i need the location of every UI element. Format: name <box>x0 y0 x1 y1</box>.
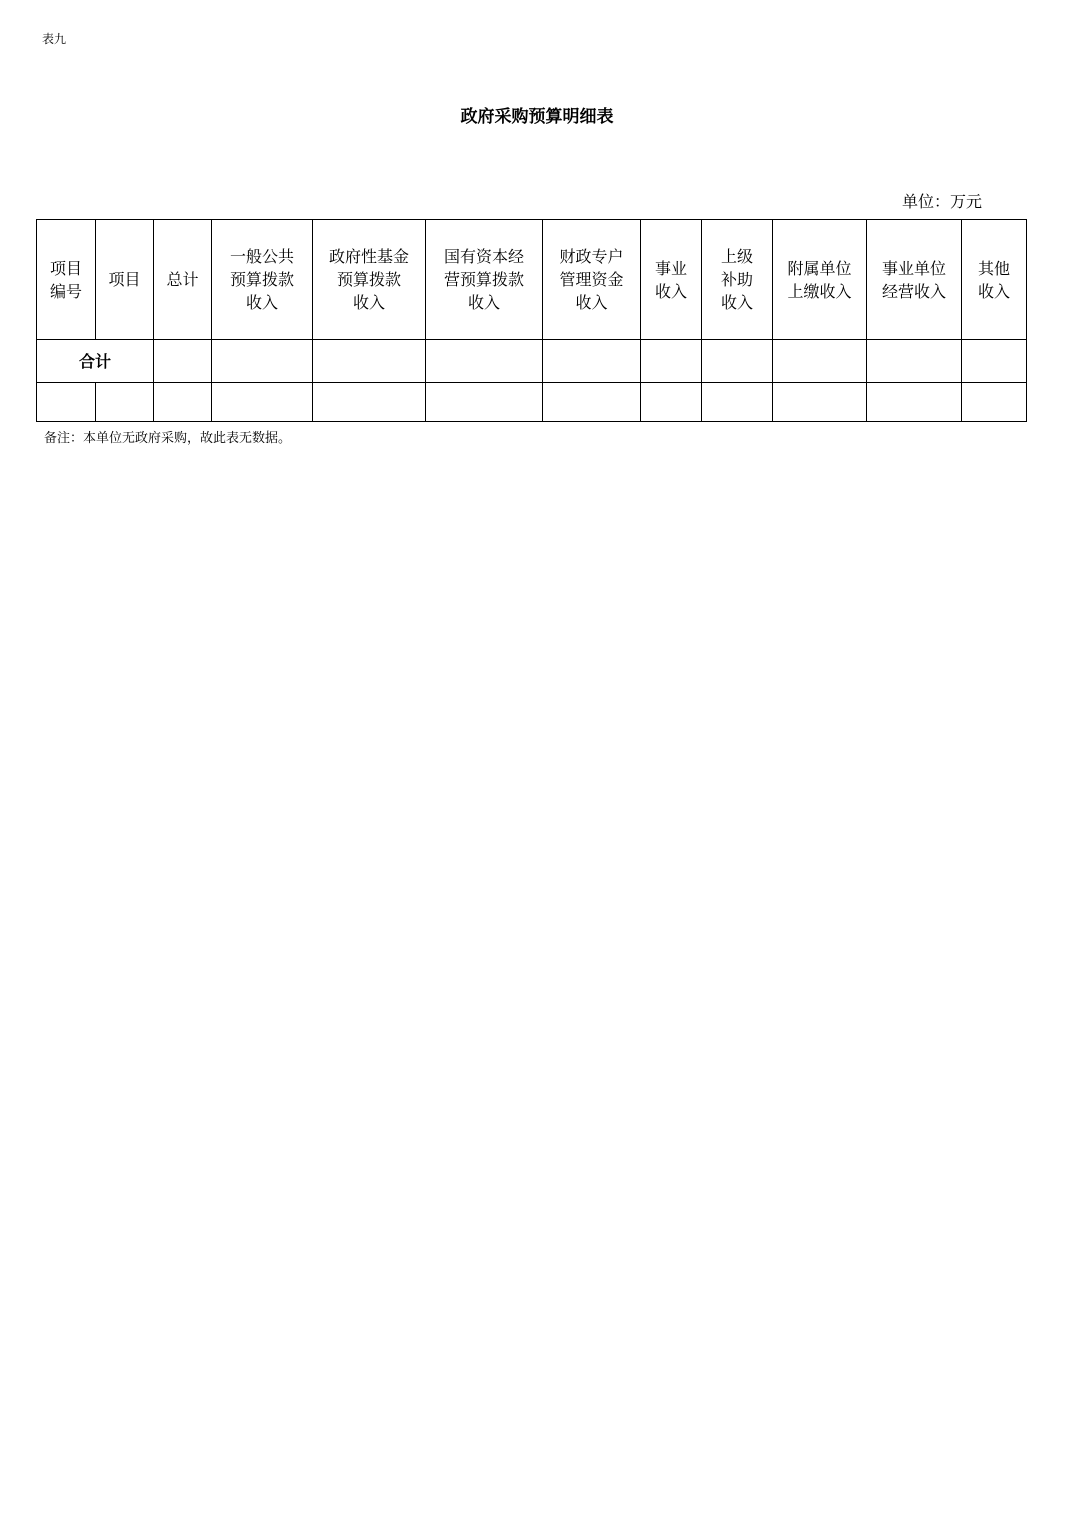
total-cell <box>702 340 773 383</box>
table-cell <box>313 383 426 422</box>
total-cell <box>212 340 313 383</box>
header-total: 总计 <box>154 220 212 340</box>
unit-label: 单位：万元 <box>902 192 983 211</box>
total-cell <box>773 340 867 383</box>
header-business-operating: 事业单位 经营收入 <box>867 220 962 340</box>
header-superior-subsidy: 上级 补助 收入 <box>702 220 773 340</box>
table-cell <box>867 383 962 422</box>
table-cell <box>543 383 641 422</box>
header-other-income: 其他 收入 <box>962 220 1027 340</box>
header-row <box>37 220 1027 340</box>
header-business-income: 事业 收入 <box>641 220 702 340</box>
header-state-capital-budget: 国有资本经 营预算拨款 收入 <box>426 220 543 340</box>
total-cell <box>641 340 702 383</box>
table-cell <box>773 383 867 422</box>
table-cell <box>37 383 96 422</box>
procurement-budget-table <box>36 219 1027 422</box>
table-cell <box>96 383 154 422</box>
total-cell <box>543 340 641 383</box>
header-affiliate-remit: 附属单位 上缴收入 <box>773 220 867 340</box>
table-cell <box>962 383 1027 422</box>
table-number-label: 表九 <box>42 32 67 46</box>
table-cell <box>641 383 702 422</box>
table-cell <box>212 383 313 422</box>
total-cell <box>154 340 212 383</box>
header-gov-fund-budget: 政府性基金 预算拨款 收入 <box>313 220 426 340</box>
footnote: 备注：本单位无政府采购，故此表无数据。 <box>44 431 292 446</box>
table-cell <box>154 383 212 422</box>
header-project-code: 项目 编号 <box>37 220 96 340</box>
total-row-label: 合计 <box>37 340 154 383</box>
table-row <box>37 383 1027 422</box>
total-row <box>37 340 1027 383</box>
table-cell <box>426 383 543 422</box>
total-cell <box>962 340 1027 383</box>
total-cell <box>867 340 962 383</box>
total-cell <box>313 340 426 383</box>
total-cell <box>426 340 543 383</box>
header-project: 项目 <box>96 220 154 340</box>
header-general-public-budget: 一般公共 预算拨款 收入 <box>212 220 313 340</box>
document-title: 政府采购预算明细表 <box>460 107 614 127</box>
table-cell <box>702 383 773 422</box>
header-fiscal-special-fund: 财政专户 管理资金 收入 <box>543 220 641 340</box>
